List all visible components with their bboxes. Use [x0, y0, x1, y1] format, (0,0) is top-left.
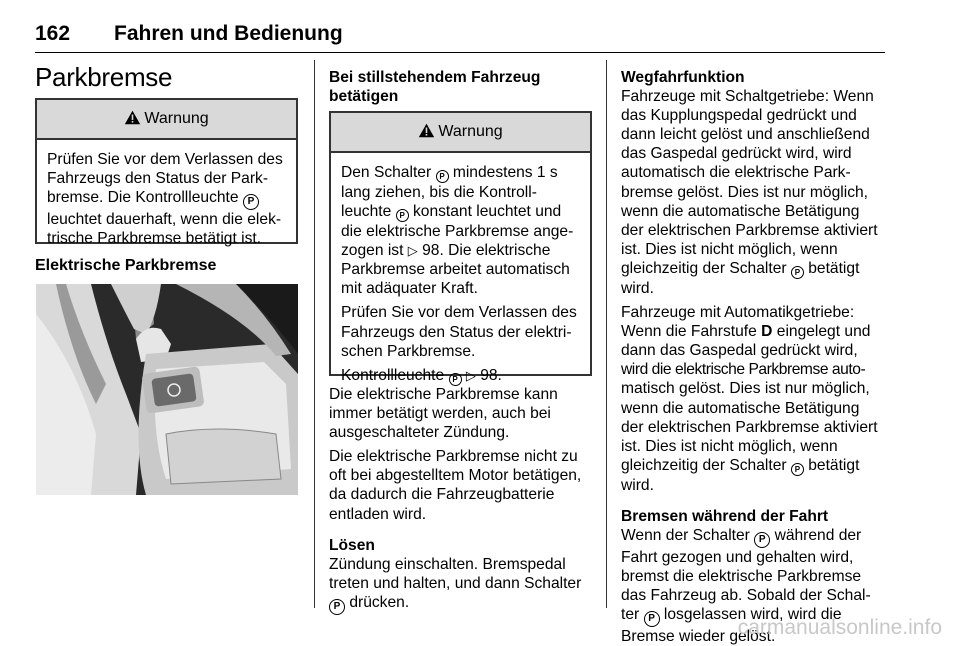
text-line: Fahrzeugs den Status der elektri-	[341, 323, 572, 341]
parking-brake-switch-icon: P	[791, 463, 804, 476]
chapter-title: Fahren und Bedienung	[114, 22, 343, 45]
text-line: der elektrischen Parkbremse aktiviert	[621, 221, 878, 239]
heading-release: Lösen	[329, 536, 375, 554]
text-line: das Fahrzeug ab. Sobald der Schal-	[621, 587, 871, 605]
text-line: drücken.	[349, 593, 410, 611]
text-line: Parkbremse arbeitet automatisch	[341, 261, 570, 279]
warning-title: Warnung	[438, 123, 503, 140]
text-line: lang ziehen, bis die Kontroll-	[341, 184, 537, 201]
console-illustration	[36, 284, 298, 495]
text-line: dann leicht gelöst und anschließend	[621, 126, 870, 144]
text-line: schen Parkbremse.	[341, 342, 476, 360]
text-line: leuchtet dauerhaft, wenn die elek-	[47, 211, 282, 229]
text-line: das Gaspedal gedrückt wird, wird	[621, 145, 852, 163]
text-line: betätigt	[808, 456, 860, 474]
text-line: konstant leuchtet und	[412, 203, 562, 221]
text-line: matisch gelöst. Dies ist nur möglich,	[621, 380, 870, 398]
parking-brake-switch-icon: P	[436, 170, 449, 183]
parking-brake-p-icon: P	[329, 599, 345, 615]
text-line: Fahrt gezogen und gehalten wird,	[621, 548, 854, 566]
paragraph	[621, 87, 896, 298]
parking-brake-switch-icon: P	[396, 209, 409, 222]
gear-d-label: D	[761, 323, 773, 341]
paragraph	[329, 385, 599, 442]
text-line: der elektrischen Parkbremse aktiviert	[621, 418, 878, 436]
heading-braking-while-driving: Bremsen während der Fahrt	[621, 507, 829, 525]
text-line: betätigen	[329, 88, 399, 106]
parking-brake-p-icon: P	[243, 194, 259, 210]
page-header	[35, 22, 885, 53]
section-title: Parkbremse	[35, 62, 173, 92]
warning-box-left	[35, 98, 298, 248]
text-line: wenn die automatische Betätigung	[621, 202, 860, 220]
text-line: oft bei abgestelltem Motor betätigen,	[329, 467, 582, 485]
text-line: entladen wird.	[329, 505, 427, 523]
text-line: Prüfen Sie vor dem Verlassen des	[47, 151, 283, 168]
text-line: ist. Dies ist nicht möglich, wenn	[621, 437, 838, 455]
parking-brake-switch-icon: P	[449, 373, 462, 386]
text-line: da dadurch die Fahrzeugbatterie	[329, 486, 555, 504]
text-line: Wenn der Schalter	[621, 526, 750, 544]
parking-brake-p-icon: P	[644, 611, 660, 627]
parking-brake-switch-icon: P	[791, 266, 804, 279]
text-line: die elektrische Parkbremse ange-	[341, 223, 574, 241]
warning-body	[37, 140, 296, 256]
paragraph	[329, 555, 599, 615]
text-line: Prüfen Sie vor dem Verlassen des	[341, 304, 577, 322]
text-line: Bei stillstehendem Fahrzeug	[329, 69, 541, 86]
text-line: ist. Dies ist nicht möglich, wenn	[621, 240, 838, 258]
text-line: Fahrzeuge mit Automatikgetriebe:	[621, 304, 855, 322]
text-line: Wenn die Fahrstufe	[621, 323, 757, 341]
page-ref-arrow-icon: ▷	[407, 243, 418, 259]
column-divider	[606, 60, 607, 608]
text-line: Fahrzeuge mit Schaltgetriebe: Wenn	[621, 88, 874, 106]
text-line: treten und halten, und dann Schalter	[329, 574, 582, 592]
text-line: das Kupplungspedal gedrückt und	[621, 107, 857, 125]
text-line: leuchte	[341, 203, 392, 221]
text-line: wird.	[621, 476, 654, 494]
warning-header	[37, 100, 296, 140]
text-line: Zündung einschalten. Bremspedal	[329, 555, 566, 573]
text-line: dann das Gaspedal gedrückt wird,	[621, 342, 858, 360]
text-line: Fahrzeugs den Status der Park-	[47, 170, 269, 188]
text-line: 98.	[480, 366, 502, 384]
text-line: mindestens 1 s	[452, 164, 558, 181]
text-line: während der	[774, 526, 862, 544]
text-line: ausgeschalteter Zündung.	[329, 424, 510, 442]
text-line: bremst die elektrische Parkbremse	[621, 568, 862, 586]
paragraph	[621, 303, 896, 495]
text-line: bremse. Die Kontrollleuchte	[47, 189, 239, 207]
watermark: carmanualsonline.info	[737, 616, 942, 639]
text-line: mit adäquater Kraft.	[341, 280, 478, 298]
text-line: ter	[621, 606, 640, 624]
text-line: Bremse wieder gelöst.	[621, 628, 776, 646]
text-line: trische Parkbremse betätigt ist.	[47, 230, 262, 248]
text-line: losgelassen wird, wird die	[663, 606, 842, 624]
text-line: 98. Die elektrische	[422, 242, 551, 260]
subheading-electric-parking-brake: Elektrische Parkbremse	[35, 257, 217, 274]
text-line: Die elektrische Parkbremse kann	[329, 386, 558, 403]
warning-box-middle	[329, 111, 592, 384]
text-line: wird die elektrische Parkbremse auto-	[621, 361, 866, 379]
heading-drive-away: Wegfahrfunktion	[621, 69, 745, 86]
warning-header	[331, 113, 590, 153]
text-line: Den Schalter	[341, 164, 432, 181]
heading-stationary	[329, 68, 594, 106]
text-line: wird.	[621, 279, 654, 297]
warning-triangle-icon	[124, 110, 141, 125]
text-line: Die elektrische Parkbremse nicht zu	[329, 448, 578, 466]
text-line: gleichzeitig der Schalter	[621, 456, 787, 474]
warning-body	[331, 153, 590, 394]
right-text-block	[621, 68, 896, 646]
text-line: betätigt	[808, 259, 860, 277]
text-line: zogen ist	[341, 242, 404, 260]
text-line: wenn die automatische Betätigung	[621, 399, 860, 417]
page-number: 162	[35, 22, 71, 45]
text-line: Kontrollleuchte	[341, 366, 445, 384]
parking-brake-p-icon: P	[754, 532, 770, 548]
paragraph	[329, 447, 599, 523]
warning-triangle-icon	[418, 123, 435, 138]
text-line: gleichzeitig der Schalter	[621, 259, 787, 277]
page-ref-arrow-icon: ▷	[465, 367, 476, 383]
text-line: bremse gelöst. Dies ist nur möglich,	[621, 183, 868, 201]
warning-title: Warnung	[144, 110, 209, 127]
middle-text-block	[329, 385, 599, 615]
column-divider	[314, 60, 315, 608]
text-line: automatisch die elektrische Park-	[621, 164, 851, 182]
text-line: eingelegt und	[776, 323, 871, 341]
text-line: immer betätigt werden, auch bei	[329, 405, 551, 423]
